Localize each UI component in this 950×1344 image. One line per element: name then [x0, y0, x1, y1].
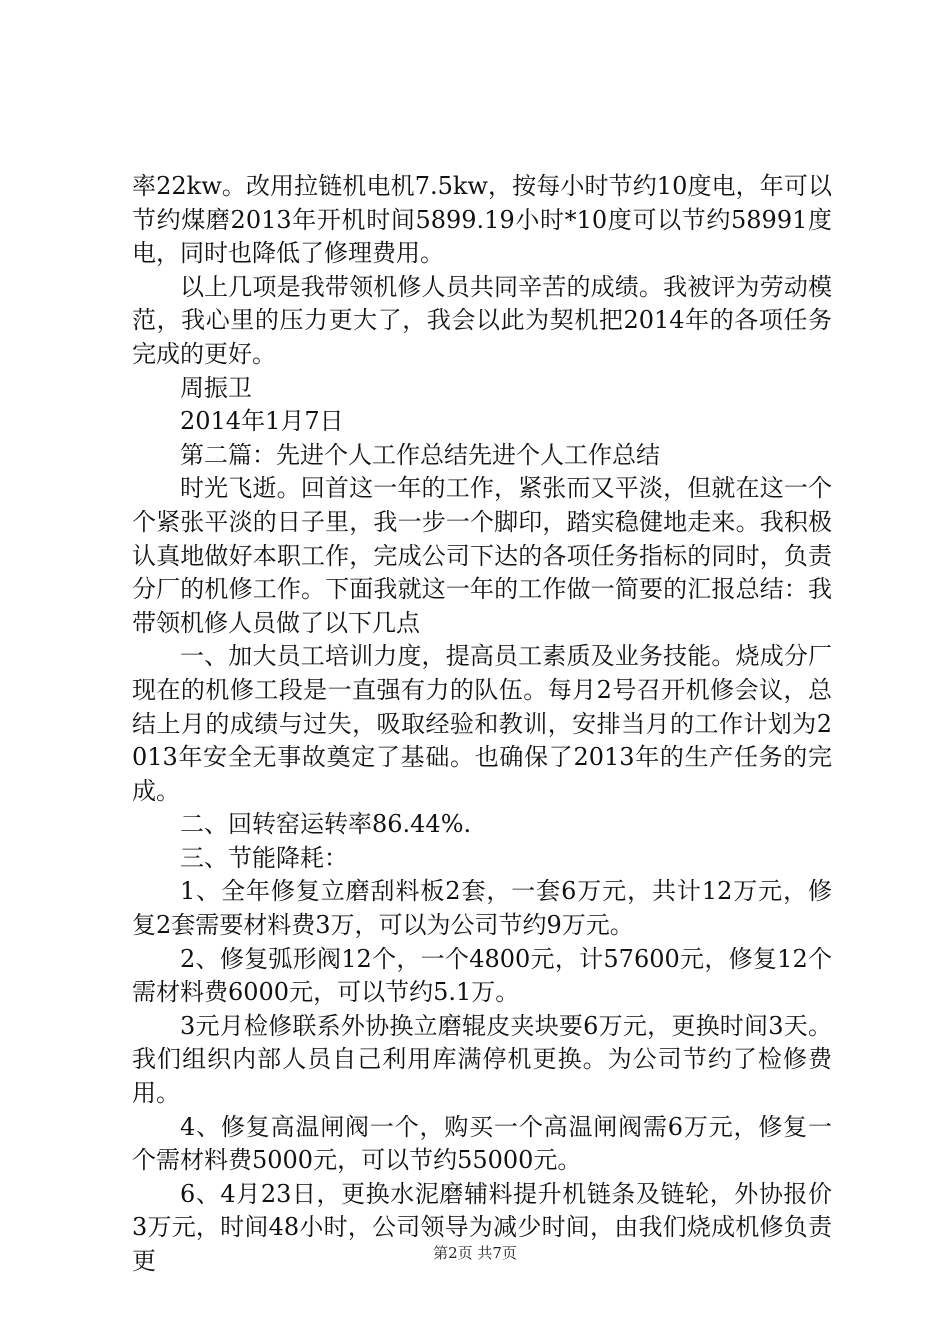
list-item: 1、全年修复立磨刮料板2套，一套6万元，共计12万元，修复2套需要材料费3万，可以为公司节约9万元。 [132, 877, 832, 940]
page-number-footer: 第2页 共7页 [433, 1244, 517, 1262]
list-item: 2、修复弧形阀12个，一个4800元，计57600元，修复12个需材料费6000元，可以节约5.1万。 [132, 944, 832, 1007]
paragraph: 时光飞逝。回首这一年的工作，紧张而又平淡，但就在这一个个紧张平淡的日子里，我一步一个脚印，踏实稳健地走来。我积极认真地做好本职工作，完成公司下达的各项任务指标的同时，负责分厂的机修工作。下面我就这一年的工作做一简要的汇报总结：我带领机修人员做了以下几点 [132, 474, 832, 637]
list-item: 3元月检修联系外协换立磨辊皮夹块要6万元，更换时间3天。我们组织内部人员自己利用库满停机更换。为公司节约了检修费用。 [132, 1011, 832, 1108]
list-item: 4、修复高温闸阀一个，购买一个高温闸阀需6万元，修复一个需材料费5000元，可以节约55000元。 [132, 1112, 832, 1175]
document-body [132, 170, 832, 1279]
paragraph: 二、回转窑运转率86.44%. [180, 810, 472, 839]
paragraph: 三、节能降耗： [180, 843, 348, 872]
author-name: 周振卫 [180, 373, 252, 402]
section-heading: 第二篇：先进个人工作总结先进个人工作总结 [180, 440, 660, 469]
date-line: 2014年1月7日 [180, 407, 344, 436]
paragraph: 一、加大员工培训力度，提高员工素质及业务技能。烧成分厂现在的机修工段是一直强有力的队伍。每月2号召开机修会议，总结上月的成绩与过失，吸取经验和教训，安排当月的工作计划为2013年安全无事故奠定了基础。也确保了2013年的生产任务的完成。 [132, 642, 832, 805]
paragraph: 率22kw。改用拉链机电机7.5kw，按每小时节约10度电，年可以节约煤磨2013年开机时间5899.19小时*10度可以节约58991度电，同时也降低了修理费用。 [132, 172, 832, 268]
paragraph: 以上几项是我带领机修人员共同辛苦的成绩。我被评为劳动模范，我心里的压力更大了，我会以此为契机把2014年的各项任务完成的更好。 [132, 272, 832, 368]
list-item: 6、4月23日，更换水泥磨辅料提升机链条及链轮，外协报价3万元，时间48小时，公司领导为减少时间，由我们烧成机修负责更 [132, 1179, 832, 1275]
